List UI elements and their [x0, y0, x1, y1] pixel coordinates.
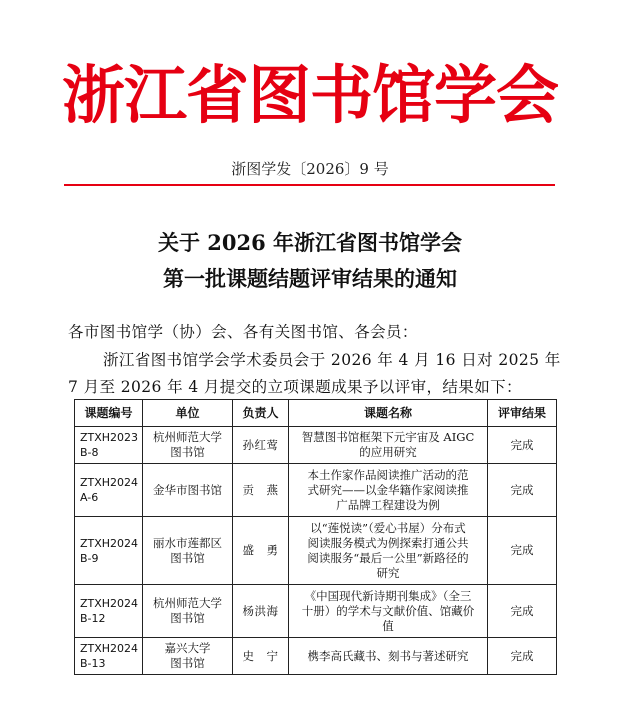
- table-row: [75, 517, 557, 585]
- cell-code: ZTXH2024 B-9: [75, 517, 143, 585]
- cell-unit: 杭州师范大学 图书馆: [143, 427, 233, 464]
- cell-code: ZTXH2024 B-12: [75, 585, 143, 638]
- cell-leader: 史 宁: [233, 638, 289, 675]
- header-unit: 单位: [143, 400, 233, 427]
- body-paragraph-line1: 浙江省图书馆学会学术委员会于 2026 年 4 月 16 日对 2025 年: [103, 351, 561, 369]
- cell-unit: 嘉兴大学 图书馆: [143, 638, 233, 675]
- cell-code: ZTXH2023 B-8: [75, 427, 143, 464]
- cell-unit: 金华市图书馆: [143, 464, 233, 517]
- table-header-row: [75, 400, 557, 427]
- table-row: [75, 638, 557, 675]
- cell-result: 完成: [488, 464, 557, 517]
- cell-leader: 盛 勇: [233, 517, 289, 585]
- cell-topic: 《中国现代新诗期刊集成》（全三 十册）的学术与文献价值、馆藏价 值: [289, 585, 488, 638]
- cell-leader: 贡 燕: [233, 464, 289, 517]
- header-leader: 负责人: [233, 400, 289, 427]
- cell-leader: 孙红莺: [233, 427, 289, 464]
- cell-code: ZTXH2024 B-13: [75, 638, 143, 675]
- header-topic: 课题名称: [289, 400, 488, 427]
- cell-topic: 槜李高氏藏书、刻书与著述研究: [289, 638, 488, 675]
- org-name-masthead: 浙江省图书馆学会: [62, 58, 558, 132]
- masthead-divider: [64, 184, 555, 186]
- cell-leader: 杨洪海: [233, 585, 289, 638]
- cell-topic: 智慧图书馆框架下元宇宙及 AIGC 的应用研究: [289, 427, 488, 464]
- table-row: [75, 585, 557, 638]
- document-number: 浙图学发〔2026〕9 号: [231, 160, 389, 178]
- cell-result: 完成: [488, 427, 557, 464]
- cell-topic: 以“莲悦读”（爱心书屋）分布式 阅读服务模式为例探索打通公共 阅读服务“最后一公里”新路径的 研究: [289, 517, 488, 585]
- cell-result: 完成: [488, 585, 557, 638]
- header-result: 评审结果: [488, 400, 557, 427]
- notice-title-line1: 关于 2026 年浙江省图书馆学会: [157, 230, 463, 255]
- salutation: 各市图书馆学（协）会、各有关图书馆、各会员：: [68, 323, 418, 341]
- cell-unit: 杭州师范大学 图书馆: [143, 585, 233, 638]
- body-paragraph-line2: 7 月至 2026 年 4 月提交的立项课题成果予以评审，结果如下：: [68, 378, 522, 396]
- header-code: 课题编号: [75, 400, 143, 427]
- cell-unit: 丽水市莲都区 图书馆: [143, 517, 233, 585]
- cell-result: 完成: [488, 638, 557, 675]
- cell-result: 完成: [488, 517, 557, 585]
- notice-title-line2: 第一批课题结题评审结果的通知: [163, 266, 457, 291]
- cell-code: ZTXH2024 A-6: [75, 464, 143, 517]
- table-row: [75, 427, 557, 464]
- results-table: [74, 399, 557, 675]
- cell-topic: 本土作家作品阅读推广活动的范 式研究——以金华籍作家阅读推 广品牌工程建设为例: [289, 464, 488, 517]
- table-row: [75, 464, 557, 517]
